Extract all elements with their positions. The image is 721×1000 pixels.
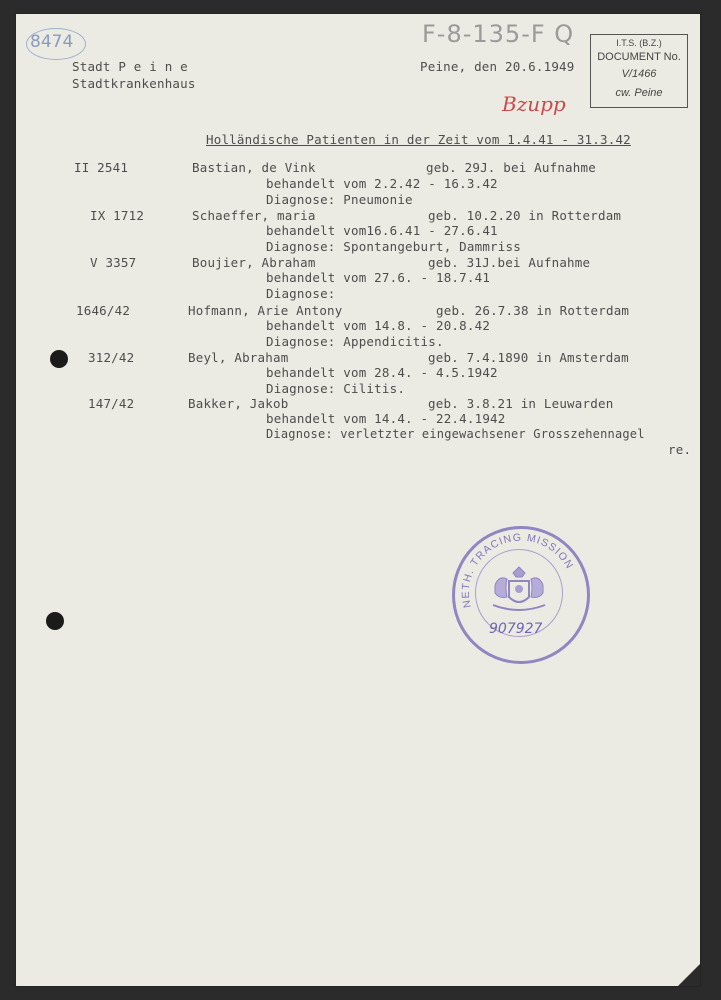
docbox-line1: I.T.S. (B.Z.)	[616, 38, 662, 48]
patient-number: IX 1712	[90, 208, 145, 223]
patient-treated: behandelt vom 2.2.42 - 16.3.42	[266, 176, 498, 191]
patient-name: Boujier, Abraham	[192, 255, 316, 270]
patient-diagnosis: Diagnose: verletzter eingewachsener Grosszehennagel	[266, 427, 645, 441]
patient-birth: geb. 7.4.1890 in Amsterdam	[428, 350, 629, 365]
patient-name: Schaeffer, maria	[192, 208, 316, 223]
patient-diagnosis: Diagnose: Appendicitis.	[266, 334, 444, 349]
patient-name: Beyl, Abraham	[188, 350, 289, 365]
patient-birth: geb. 26.7.38 in Rotterdam	[436, 303, 630, 318]
patient-name: Hofmann, Arie Antony	[188, 303, 343, 318]
patient-diagnosis: Diagnose: Spontangeburt, Dammriss	[266, 239, 521, 254]
patient-name: Bastian, de Vink	[192, 160, 316, 175]
patient-birth: geb. 10.2.20 in Rotterdam	[428, 208, 622, 223]
document-title: Holländische Patienten in der Zeit vom 1.4.41 - 31.3.42	[206, 132, 631, 147]
docbox-line4: cw. Peine	[615, 87, 663, 99]
patient-treated: behandelt vom 14.4. - 22.4.1942	[266, 411, 506, 426]
archive-ref: 8474	[30, 32, 74, 52]
patient-number: V 3357	[90, 255, 137, 270]
patient-birth: geb. 3.8.21 in Leuwarden	[428, 396, 614, 411]
patient-treated: behandelt vom 28.4. - 4.5.1942	[266, 365, 498, 380]
patient-diagnosis: Diagnose: Pneumonie	[266, 192, 413, 207]
org-line2: Stadtkrankenhaus	[72, 76, 196, 91]
patient-treated: behandelt vom16.6.41 - 27.6.41	[266, 223, 498, 238]
place-date: Peine, den 20.6.1949	[420, 59, 575, 74]
stamp-ring-label: NETH. TRACING MISSION	[459, 531, 576, 609]
patient-number: 1646/42	[76, 303, 131, 318]
document-page	[16, 14, 700, 986]
red-handwritten-mark: Bzupp	[502, 92, 566, 116]
stamp-number: 907927	[489, 621, 543, 637]
patient-diagnosis-continued: re.	[668, 442, 692, 457]
tracing-mission-stamp	[452, 526, 590, 664]
patient-birth: geb. 29J. bei Aufnahme	[426, 160, 596, 175]
file-code: F-8-135-F Q	[422, 20, 575, 48]
patient-birth: geb. 31J.bei Aufnahme	[428, 255, 591, 270]
docbox-line3: V/1466	[621, 68, 657, 80]
patient-diagnosis: Diagnose: Cilitis.	[266, 381, 406, 396]
patient-number: II 2541	[74, 160, 129, 175]
punch-hole-top	[50, 350, 68, 368]
coat-of-arms-icon	[487, 559, 551, 621]
patient-number: 147/42	[88, 396, 135, 411]
patient-number: 312/42	[88, 350, 135, 365]
punch-hole-bottom	[46, 612, 64, 630]
patient-treated: behandelt vom 27.6. - 18.7.41	[266, 270, 491, 285]
document-number-box	[590, 34, 688, 108]
docbox-line2: DOCUMENT No.	[597, 51, 681, 63]
patient-treated: behandelt vom 14.8. - 20.8.42	[266, 318, 491, 333]
page-corner-fold	[678, 964, 700, 986]
patient-name: Bakker, Jakob	[188, 396, 289, 411]
patient-diagnosis: Diagnose:	[266, 286, 336, 301]
org-line1: Stadt P e i n e	[72, 59, 188, 74]
